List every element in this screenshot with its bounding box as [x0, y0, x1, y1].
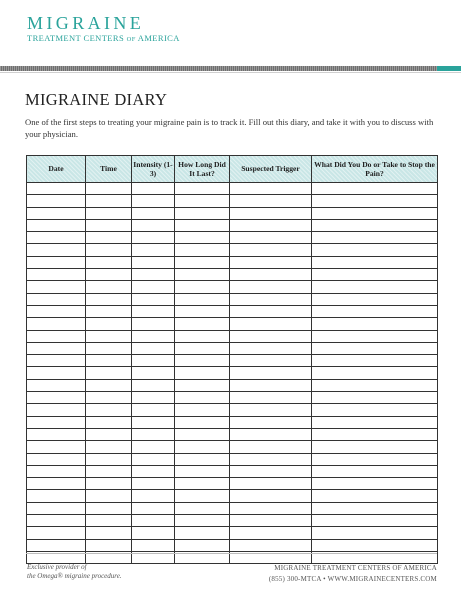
logo-tagline-part1: TREATMENT CENTERS	[27, 33, 125, 43]
table-cell[interactable]	[230, 269, 312, 281]
table-cell[interactable]	[312, 367, 438, 379]
table-cell[interactable]	[230, 256, 312, 268]
table-cell[interactable]	[27, 293, 86, 305]
table-row	[27, 515, 438, 527]
table-cell[interactable]	[86, 379, 132, 391]
table-cell[interactable]	[175, 207, 230, 219]
table-cell[interactable]	[86, 478, 132, 490]
footer-right	[269, 563, 437, 584]
table-row	[27, 478, 438, 490]
table-cell[interactable]	[86, 293, 132, 305]
table-cell[interactable]	[27, 269, 86, 281]
table-cell[interactable]	[27, 428, 86, 440]
table-row	[27, 244, 438, 256]
table-cell[interactable]	[27, 330, 86, 342]
table-cell[interactable]	[86, 515, 132, 527]
table-row	[27, 490, 438, 502]
table-cell[interactable]	[230, 342, 312, 354]
table-cell[interactable]	[312, 330, 438, 342]
footer-divider	[26, 553, 437, 554]
table-cell[interactable]	[86, 318, 132, 330]
table-cell[interactable]	[132, 367, 175, 379]
table-cell[interactable]	[175, 256, 230, 268]
table-cell[interactable]	[132, 478, 175, 490]
header-band	[0, 66, 437, 71]
table-row	[27, 367, 438, 379]
table-cell[interactable]	[27, 305, 86, 317]
table-cell[interactable]	[230, 195, 312, 207]
table-cell[interactable]	[230, 441, 312, 453]
table-cell[interactable]	[230, 305, 312, 317]
table-cell[interactable]	[132, 244, 175, 256]
table-row	[27, 379, 438, 391]
table-cell[interactable]	[312, 453, 438, 465]
table-cell[interactable]	[86, 502, 132, 514]
table-cell[interactable]	[27, 355, 86, 367]
table-cell[interactable]	[132, 539, 175, 551]
table-cell[interactable]	[230, 502, 312, 514]
table-cell[interactable]	[312, 244, 438, 256]
logo-tagline	[27, 33, 180, 45]
table-cell[interactable]	[230, 539, 312, 551]
table-cell[interactable]	[27, 281, 86, 293]
table-cell[interactable]	[312, 502, 438, 514]
table-cell[interactable]	[175, 441, 230, 453]
table-cell[interactable]	[230, 453, 312, 465]
table-cell[interactable]	[86, 330, 132, 342]
table-cell[interactable]	[27, 416, 86, 428]
table-cell[interactable]	[86, 269, 132, 281]
table-row	[27, 342, 438, 354]
table-cell[interactable]	[132, 355, 175, 367]
diary-body	[27, 183, 438, 564]
table-cell[interactable]	[175, 281, 230, 293]
table-cell[interactable]	[230, 527, 312, 539]
table-row	[27, 441, 438, 453]
table-cell[interactable]	[27, 318, 86, 330]
table-cell[interactable]	[132, 281, 175, 293]
footer-left-line2: the Omega® migraine procedure.	[27, 572, 122, 580]
table-cell[interactable]	[175, 515, 230, 527]
table-cell[interactable]	[230, 515, 312, 527]
table-cell[interactable]	[175, 293, 230, 305]
table-cell[interactable]	[312, 256, 438, 268]
table-cell[interactable]	[175, 232, 230, 244]
table-cell[interactable]	[175, 183, 230, 195]
table-cell[interactable]	[27, 244, 86, 256]
table-cell[interactable]	[175, 527, 230, 539]
table-cell[interactable]	[27, 502, 86, 514]
table-cell[interactable]	[175, 305, 230, 317]
table-row	[27, 305, 438, 317]
table-cell[interactable]	[27, 195, 86, 207]
table-cell[interactable]	[175, 416, 230, 428]
table-cell[interactable]	[230, 355, 312, 367]
table-cell[interactable]	[132, 428, 175, 440]
table-cell[interactable]	[132, 269, 175, 281]
table-cell[interactable]	[86, 244, 132, 256]
table-cell[interactable]	[132, 490, 175, 502]
table-cell[interactable]	[175, 318, 230, 330]
table-cell[interactable]	[86, 195, 132, 207]
table-cell[interactable]	[312, 232, 438, 244]
table-cell[interactable]	[86, 527, 132, 539]
table-cell[interactable]	[27, 404, 86, 416]
table-cell[interactable]	[312, 269, 438, 281]
table-row	[27, 392, 438, 404]
header-band-rule	[0, 72, 461, 73]
table-row	[27, 318, 438, 330]
table-cell[interactable]	[230, 416, 312, 428]
table-cell[interactable]	[312, 392, 438, 404]
header-date: Date	[27, 156, 86, 183]
table-row	[27, 183, 438, 195]
table-row	[27, 281, 438, 293]
brand-logo	[27, 13, 180, 45]
table-cell[interactable]	[312, 478, 438, 490]
table-cell[interactable]	[86, 342, 132, 354]
header-duration: How Long Did It Last?	[175, 156, 230, 183]
table-cell[interactable]	[27, 183, 86, 195]
table-cell[interactable]	[312, 207, 438, 219]
table-row	[27, 502, 438, 514]
table-cell[interactable]	[230, 183, 312, 195]
table-cell[interactable]	[312, 490, 438, 502]
diary-table	[26, 155, 438, 564]
logo-tagline-of: OF	[126, 36, 136, 43]
header-trigger: Suspected Trigger	[230, 156, 312, 183]
table-cell[interactable]	[230, 428, 312, 440]
table-cell[interactable]	[86, 453, 132, 465]
table-cell[interactable]	[27, 453, 86, 465]
table-cell[interactable]	[230, 478, 312, 490]
table-cell[interactable]	[312, 465, 438, 477]
table-cell[interactable]	[132, 515, 175, 527]
table-cell[interactable]	[312, 416, 438, 428]
table-cell[interactable]	[175, 330, 230, 342]
table-cell[interactable]	[86, 355, 132, 367]
logo-wordmark: MIGRAINE	[27, 13, 145, 33]
table-cell[interactable]	[175, 244, 230, 256]
table-cell[interactable]	[312, 404, 438, 416]
table-cell[interactable]	[27, 490, 86, 502]
table-cell[interactable]	[312, 281, 438, 293]
table-cell[interactable]	[86, 416, 132, 428]
table-cell[interactable]	[132, 232, 175, 244]
table-cell[interactable]	[27, 465, 86, 477]
table-cell[interactable]	[132, 293, 175, 305]
table-cell[interactable]	[230, 318, 312, 330]
table-cell[interactable]	[132, 330, 175, 342]
table-cell[interactable]	[230, 379, 312, 391]
table-cell[interactable]	[175, 392, 230, 404]
table-cell[interactable]	[27, 219, 86, 231]
table-cell[interactable]	[132, 305, 175, 317]
table-row	[27, 269, 438, 281]
header-intensity: Intensity (1-3)	[132, 156, 175, 183]
table-cell[interactable]	[86, 428, 132, 440]
table-cell[interactable]	[27, 342, 86, 354]
table-cell[interactable]	[86, 183, 132, 195]
table-cell[interactable]	[230, 404, 312, 416]
footer-org-name: MIGRAINE TREATMENT CENTERS OF AMERICA	[274, 564, 437, 572]
table-cell[interactable]	[132, 441, 175, 453]
table-cell[interactable]	[312, 195, 438, 207]
table-cell[interactable]	[27, 207, 86, 219]
table-cell[interactable]	[132, 404, 175, 416]
table-cell[interactable]	[132, 342, 175, 354]
table-cell[interactable]	[132, 318, 175, 330]
table-cell[interactable]	[86, 539, 132, 551]
table-cell[interactable]	[175, 428, 230, 440]
table-cell[interactable]	[230, 367, 312, 379]
table-row	[27, 293, 438, 305]
table-cell[interactable]	[312, 515, 438, 527]
table-cell[interactable]	[175, 465, 230, 477]
table-cell[interactable]	[86, 207, 132, 219]
table-header-row	[27, 156, 438, 183]
table-cell[interactable]	[312, 342, 438, 354]
footer-contact: (855) 300-MTCA • WWW.MIGRAINECENTERS.COM	[268, 574, 437, 583]
table-cell[interactable]	[27, 232, 86, 244]
table-cell[interactable]	[312, 527, 438, 539]
table-cell[interactable]	[27, 515, 86, 527]
table-row	[27, 428, 438, 440]
table-cell[interactable]	[175, 490, 230, 502]
table-cell[interactable]	[27, 527, 86, 539]
table-cell[interactable]	[86, 232, 132, 244]
table-cell[interactable]	[230, 244, 312, 256]
table-cell[interactable]	[230, 281, 312, 293]
table-cell[interactable]	[312, 539, 438, 551]
table-cell[interactable]	[132, 502, 175, 514]
table-cell[interactable]	[312, 379, 438, 391]
table-row	[27, 416, 438, 428]
table-cell[interactable]	[312, 355, 438, 367]
table-cell[interactable]	[132, 183, 175, 195]
logo-tagline-part2: AMERICA	[137, 33, 180, 43]
table-cell[interactable]	[230, 330, 312, 342]
table-cell[interactable]	[132, 207, 175, 219]
table-cell[interactable]	[175, 539, 230, 551]
table-cell[interactable]	[132, 416, 175, 428]
table-row	[27, 256, 438, 268]
table-row	[27, 539, 438, 551]
table-cell[interactable]	[86, 465, 132, 477]
table-cell[interactable]	[132, 392, 175, 404]
table-cell[interactable]	[27, 478, 86, 490]
table-cell[interactable]	[175, 342, 230, 354]
table-cell[interactable]	[312, 441, 438, 453]
table-cell[interactable]	[86, 219, 132, 231]
table-row	[27, 355, 438, 367]
table-cell[interactable]	[175, 219, 230, 231]
table-cell[interactable]	[27, 539, 86, 551]
table-cell[interactable]	[312, 293, 438, 305]
table-row	[27, 232, 438, 244]
table-row	[27, 330, 438, 342]
table-row	[27, 453, 438, 465]
table-cell[interactable]	[230, 392, 312, 404]
table-cell[interactable]	[175, 404, 230, 416]
table-cell[interactable]	[132, 195, 175, 207]
table-cell[interactable]	[312, 305, 438, 317]
intro-text: One of the first steps to treating your migraine pain is to track it. Fill out this diary, and take it with you to discuss with your physician.	[25, 117, 434, 139]
table-cell[interactable]	[230, 293, 312, 305]
page-title: MIGRAINE DIARY	[25, 90, 168, 109]
table-cell[interactable]	[175, 379, 230, 391]
table-cell[interactable]	[175, 367, 230, 379]
table-cell[interactable]	[175, 269, 230, 281]
table-cell[interactable]	[132, 465, 175, 477]
table-row	[27, 404, 438, 416]
table-cell[interactable]	[27, 379, 86, 391]
table-cell[interactable]	[230, 219, 312, 231]
table-cell[interactable]	[175, 478, 230, 490]
table-cell[interactable]	[132, 379, 175, 391]
footer-left-line1: Exclusive provider of	[27, 563, 87, 571]
table-cell[interactable]	[312, 183, 438, 195]
header-band-accent	[437, 66, 461, 71]
table-row	[27, 527, 438, 539]
table-cell[interactable]	[132, 453, 175, 465]
table-cell[interactable]	[175, 502, 230, 514]
table-cell[interactable]	[86, 404, 132, 416]
table-cell[interactable]	[86, 256, 132, 268]
table-cell[interactable]	[27, 441, 86, 453]
table-cell[interactable]	[132, 256, 175, 268]
header-remedy: What Did You Do or Take to Stop the Pain?	[312, 156, 438, 183]
header-time: Time	[86, 156, 132, 183]
table-cell[interactable]	[132, 527, 175, 539]
footer-left	[27, 563, 122, 581]
table-cell[interactable]	[230, 232, 312, 244]
table-cell[interactable]	[86, 367, 132, 379]
table-cell[interactable]	[86, 281, 132, 293]
table-cell[interactable]	[230, 465, 312, 477]
table-cell[interactable]	[27, 392, 86, 404]
table-row	[27, 219, 438, 231]
table-cell[interactable]	[86, 490, 132, 502]
table-cell[interactable]	[175, 453, 230, 465]
table-cell[interactable]	[312, 219, 438, 231]
table-cell[interactable]	[175, 355, 230, 367]
table-cell[interactable]	[175, 195, 230, 207]
table-cell[interactable]	[86, 441, 132, 453]
table-row	[27, 207, 438, 219]
table-cell[interactable]	[27, 256, 86, 268]
table-cell[interactable]	[230, 207, 312, 219]
table-cell[interactable]	[132, 219, 175, 231]
table-cell[interactable]	[312, 428, 438, 440]
table-cell[interactable]	[86, 392, 132, 404]
table-row	[27, 195, 438, 207]
table-cell[interactable]	[230, 490, 312, 502]
table-cell[interactable]	[27, 367, 86, 379]
table-row	[27, 465, 438, 477]
table-cell[interactable]	[312, 318, 438, 330]
table-cell[interactable]	[86, 305, 132, 317]
